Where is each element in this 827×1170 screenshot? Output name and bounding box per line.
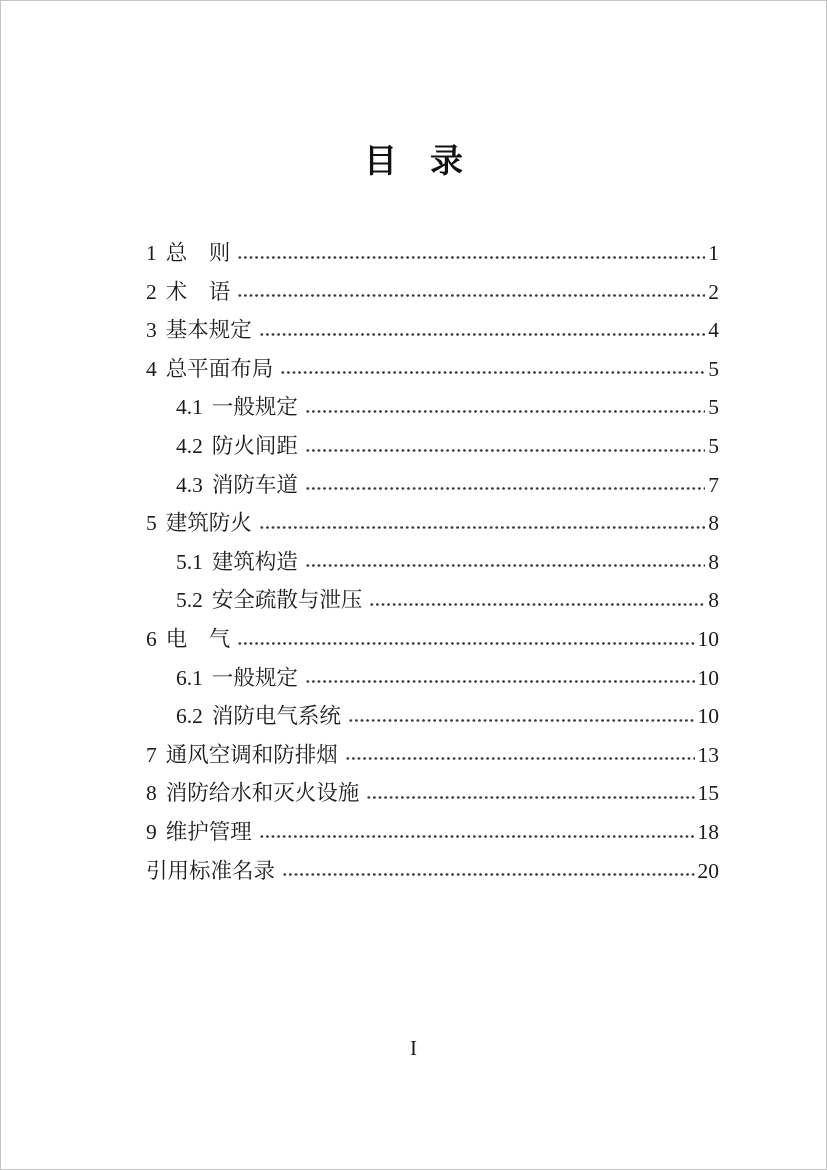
toc-entry-number: 1 bbox=[146, 241, 157, 265]
toc-entry-title: 防火间距 bbox=[211, 433, 298, 458]
toc-entry-title: 总 则 bbox=[165, 241, 231, 265]
toc-entry-title: 建筑构造 bbox=[211, 549, 298, 574]
toc-entry[interactable] bbox=[146, 774, 719, 813]
toc-entry[interactable] bbox=[146, 350, 719, 389]
footer-page-number: I bbox=[410, 1036, 417, 1061]
dotted-leader bbox=[305, 560, 705, 569]
toc-entry-page: 2 bbox=[708, 279, 719, 304]
dotted-leader bbox=[282, 869, 694, 878]
toc-entry-number: 6 bbox=[146, 626, 157, 651]
toc-entry[interactable] bbox=[146, 273, 719, 312]
toc-entry-title: 消防电气系统 bbox=[211, 704, 341, 729]
toc-entry-number: 4 bbox=[146, 356, 157, 381]
dotted-leader bbox=[305, 444, 705, 453]
toc-entry-number: 9 bbox=[146, 819, 157, 844]
toc-entry-number: 5 bbox=[146, 511, 157, 536]
dotted-leader bbox=[305, 483, 705, 492]
toc-entry-title: 消防给水和灭火设施 bbox=[165, 781, 360, 806]
toc-entry-page: 10 bbox=[697, 665, 719, 690]
toc-entry[interactable] bbox=[146, 234, 719, 273]
dotted-leader bbox=[237, 290, 705, 299]
toc-entry-number: 5.1 bbox=[176, 549, 203, 574]
dotted-leader bbox=[345, 753, 695, 762]
toc-entry-page: 13 bbox=[697, 742, 719, 767]
toc-entry-number: 7 bbox=[146, 742, 157, 767]
toc-entry-number: 8 bbox=[146, 781, 157, 806]
toc-list bbox=[146, 234, 719, 890]
toc-entry[interactable] bbox=[146, 620, 719, 659]
toc-entry-page: 10 bbox=[697, 704, 719, 729]
toc-entry[interactable] bbox=[146, 659, 719, 698]
toc-entry-page: 8 bbox=[708, 511, 719, 536]
toc-entry-title: 维护管理 bbox=[165, 819, 252, 844]
toc-entry[interactable] bbox=[146, 466, 719, 505]
toc-entry-title: 一般规定 bbox=[211, 665, 298, 690]
toc-entry[interactable] bbox=[146, 581, 719, 620]
toc-entry[interactable] bbox=[146, 388, 719, 427]
toc-entry-number: 6.1 bbox=[176, 665, 203, 690]
dotted-leader bbox=[366, 791, 694, 800]
toc-entry[interactable] bbox=[146, 543, 719, 582]
dotted-leader bbox=[259, 328, 705, 337]
toc-entry-number: 4.3 bbox=[176, 472, 203, 497]
dotted-leader bbox=[305, 405, 705, 414]
dotted-leader bbox=[237, 251, 705, 260]
toc-entry-number: 6.2 bbox=[176, 704, 203, 729]
toc-entry-page: 20 bbox=[697, 858, 719, 883]
dotted-leader bbox=[305, 676, 695, 685]
dotted-leader bbox=[237, 637, 694, 646]
toc-entry-title: 一般规定 bbox=[211, 395, 298, 420]
toc-entry[interactable] bbox=[146, 504, 719, 543]
toc-entry-page: 5 bbox=[708, 356, 719, 381]
toc-entry-title: 消防车道 bbox=[211, 472, 298, 497]
toc-entry-page: 8 bbox=[708, 549, 719, 574]
toc-entry-title: 通风空调和防排烟 bbox=[165, 742, 338, 767]
toc-entry-title: 建筑防火 bbox=[165, 511, 252, 536]
toc-entry-title: 引用标准名录 bbox=[146, 858, 276, 883]
toc-entry[interactable] bbox=[146, 697, 719, 736]
toc-entry-page: 1 bbox=[708, 241, 719, 265]
toc-entry-page: 8 bbox=[708, 588, 719, 613]
toc-entry-page: 5 bbox=[708, 433, 719, 458]
dotted-leader bbox=[348, 714, 695, 723]
toc-entry-page: 7 bbox=[708, 472, 719, 497]
toc-entry[interactable] bbox=[146, 813, 719, 852]
toc-entry-title: 总平面布局 bbox=[165, 356, 274, 381]
toc-entry-title: 术 语 bbox=[165, 279, 231, 304]
toc-entry-number: 3 bbox=[146, 318, 157, 343]
toc-entry-page: 18 bbox=[697, 819, 719, 844]
toc-entry[interactable] bbox=[146, 736, 719, 775]
toc-entry[interactable] bbox=[146, 311, 719, 350]
toc-entry[interactable] bbox=[146, 427, 719, 466]
dotted-leader bbox=[280, 367, 705, 376]
toc-entry[interactable] bbox=[146, 852, 719, 891]
toc-entry-title: 电 气 bbox=[165, 626, 231, 651]
toc-entry-number: 5.2 bbox=[176, 588, 203, 613]
page-title: 目 录 bbox=[364, 144, 463, 180]
toc-entry-number: 4.2 bbox=[176, 433, 203, 458]
dotted-leader bbox=[259, 521, 705, 530]
toc-entry-number: 2 bbox=[146, 279, 157, 304]
toc-entry-number: 4.1 bbox=[176, 395, 203, 420]
dotted-leader bbox=[369, 598, 705, 607]
toc-entry-page: 15 bbox=[697, 781, 719, 806]
toc-entry-title: 安全疏散与泄压 bbox=[211, 588, 363, 613]
toc-entry-title: 基本规定 bbox=[165, 318, 252, 343]
toc-entry-page: 10 bbox=[697, 626, 719, 651]
toc-entry-page: 4 bbox=[708, 318, 719, 343]
toc-entry-page: 5 bbox=[708, 395, 719, 420]
dotted-leader bbox=[259, 830, 695, 839]
